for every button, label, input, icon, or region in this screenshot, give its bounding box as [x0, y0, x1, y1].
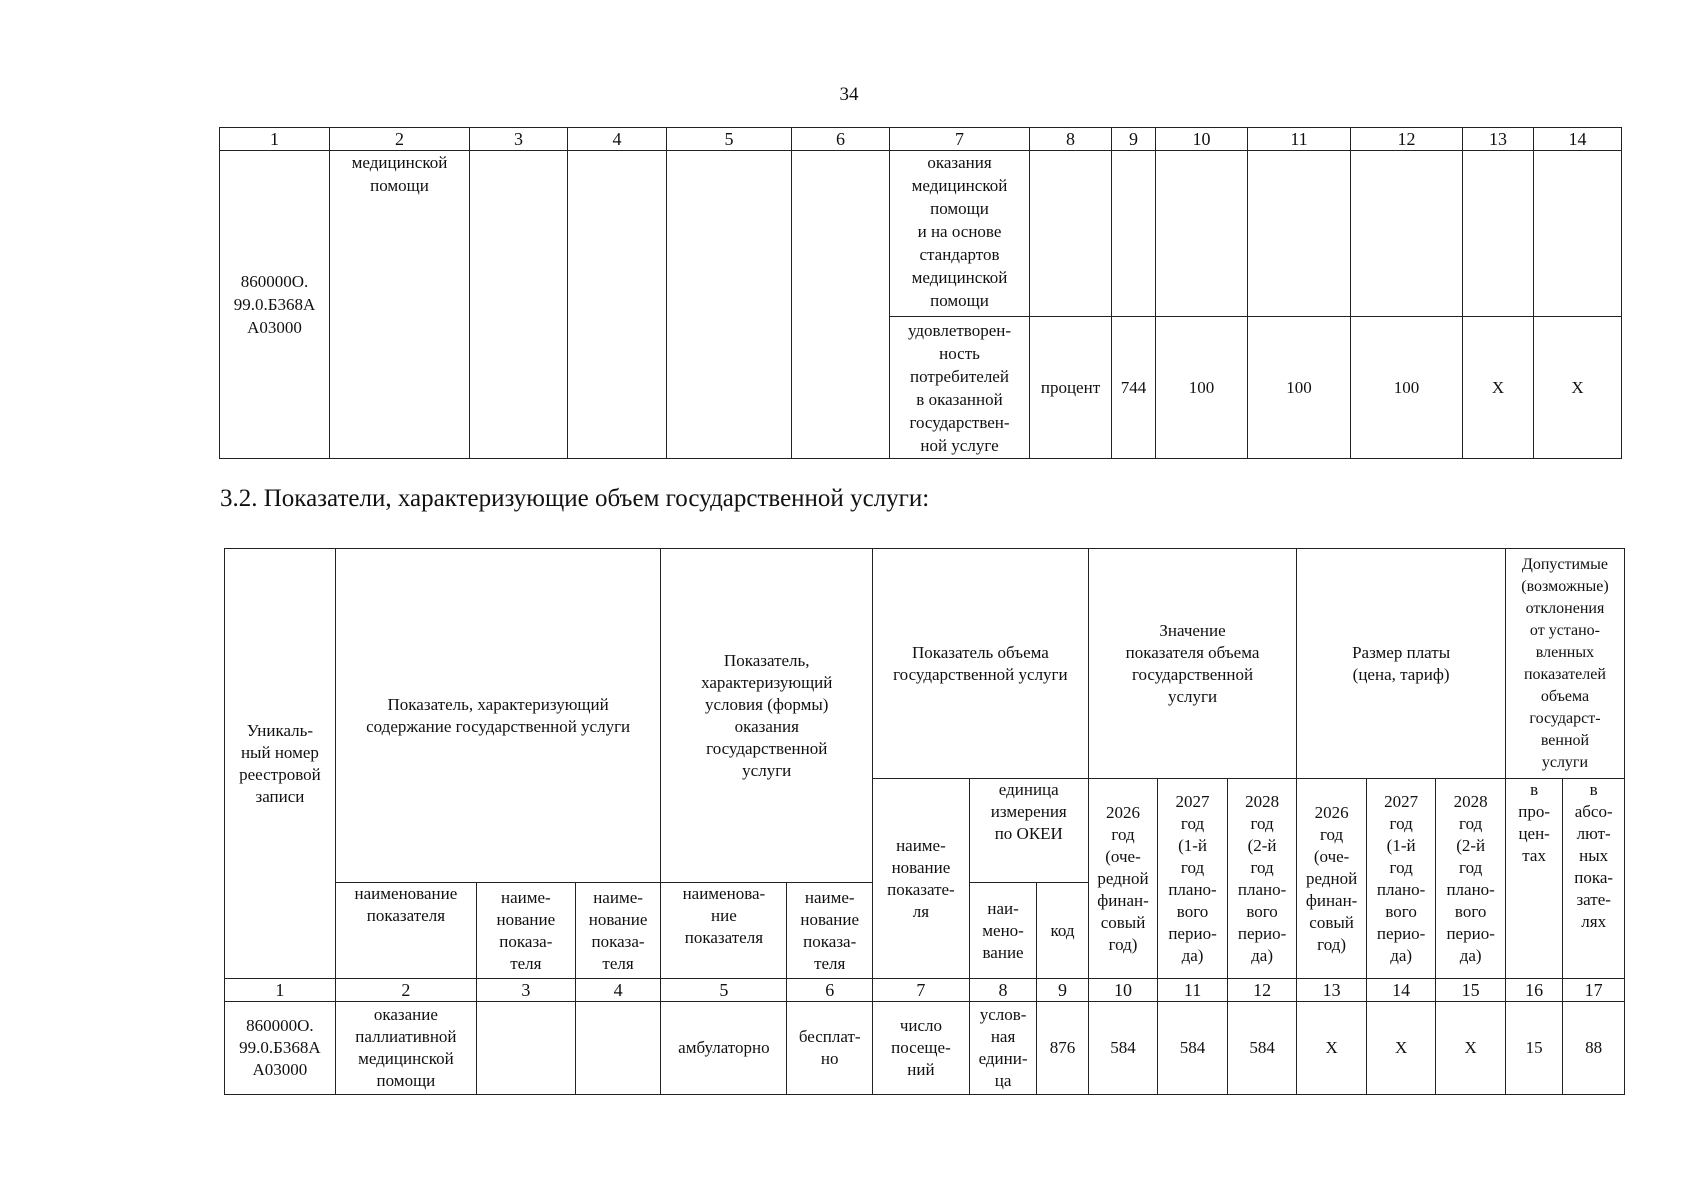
empty-cell	[1463, 151, 1534, 317]
content-indicator-cell: медицинской помощи	[330, 151, 470, 459]
fee-2028-cell: X	[1436, 1002, 1506, 1095]
empty-cell	[476, 1002, 575, 1095]
volume-indicators-table	[224, 548, 1625, 1095]
column-number: 6	[787, 979, 873, 1002]
column-number: 14	[1366, 979, 1436, 1002]
column-number: 7	[890, 128, 1030, 151]
registry-header: Уникаль- ный номер реестровой записи	[225, 549, 336, 979]
condition-cell: бесплат- но	[787, 1002, 873, 1095]
column-number: 10	[1088, 979, 1158, 1002]
section-heading: 3.2. Показатели, характеризующие объем государственной услуги:	[220, 485, 930, 512]
column-number: 8	[969, 979, 1037, 1002]
unit-cell: процент	[1030, 317, 1112, 459]
value-2028-header: 2028 год (2-й год плано- вого перио- да)	[1227, 779, 1297, 979]
registry-number-cell: 860000О. 99.0.Б368А А03000	[225, 1002, 336, 1095]
empty-cell	[1534, 151, 1622, 317]
deviation-percent-cell: X	[1463, 317, 1534, 459]
volume-name-cell: число посеще- ний	[873, 1002, 970, 1095]
fee-2026-cell: X	[1297, 1002, 1367, 1095]
column-number: 16	[1505, 979, 1562, 1002]
value-2027-cell: 100	[1248, 317, 1351, 459]
value-2026-header: 2026 год (оче- редной финан- совый год)	[1088, 779, 1158, 979]
column-number: 9	[1037, 979, 1088, 1002]
unit-name-cell: услов- ная едини- ца	[969, 1002, 1037, 1095]
unit-code-cell: 876	[1037, 1002, 1088, 1095]
deviation-absolute-header: в абсо- лют- ных пока- зате- лях	[1563, 779, 1625, 979]
unit-name-header: наи- мено- вание	[969, 883, 1037, 979]
table-row	[225, 1002, 1625, 1095]
volume-name-header: наиме- нование показате- ля	[873, 779, 970, 979]
column-number: 2	[330, 128, 470, 151]
column-number: 3	[470, 128, 568, 151]
content-name-header: наименование показателя	[335, 883, 476, 979]
column-number-row	[225, 979, 1625, 1002]
content-group-header: Показатель, характеризующий содержание государственной услуги	[335, 549, 661, 883]
empty-cell	[1351, 151, 1463, 317]
column-number: 5	[661, 979, 787, 1002]
fee-2028-header: 2028 год (2-й год плано- вого перио- да)	[1436, 779, 1506, 979]
code-cell: 744	[1112, 317, 1156, 459]
value-group-header: Значение показателя объема государственной услуги	[1088, 549, 1297, 779]
header-row	[225, 549, 1625, 779]
unit-code-header: код	[1037, 883, 1088, 979]
column-number: 14	[1534, 128, 1622, 151]
empty-cell	[1112, 151, 1156, 317]
column-number: 2	[335, 979, 476, 1002]
column-number-row	[220, 128, 1622, 151]
column-number: 13	[1463, 128, 1534, 151]
empty-cell	[470, 151, 568, 459]
column-number: 1	[225, 979, 336, 1002]
empty-cell	[792, 151, 890, 459]
value-2027-header: 2027 год (1-й год плано- вого перио- да)	[1158, 779, 1228, 979]
column-number: 7	[873, 979, 970, 1002]
empty-cell	[1030, 151, 1112, 317]
condition-name-header: наиме- нование показа- теля	[787, 883, 873, 979]
column-number: 4	[575, 979, 661, 1002]
deviation-group-header: Допустимые (возможные) отклонения от устано- вленных показателей объема государст- венной услуги	[1505, 549, 1624, 779]
column-number: 15	[1436, 979, 1506, 1002]
column-number: 17	[1563, 979, 1625, 1002]
column-number: 11	[1248, 128, 1351, 151]
deviation-absolute-cell: X	[1534, 317, 1622, 459]
value-2028-cell: 584	[1227, 1002, 1297, 1095]
unit-okei-header: единица измерения по ОКЕИ	[969, 779, 1088, 883]
column-number: 9	[1112, 128, 1156, 151]
value-2026-cell: 584	[1088, 1002, 1158, 1095]
deviation-absolute-cell: 88	[1563, 1002, 1625, 1095]
column-number: 5	[667, 128, 792, 151]
condition-name-header: наименова- ние показателя	[661, 883, 787, 979]
content-name-header: наиме- нование показа- теля	[575, 883, 661, 979]
conditions-group-header: Показатель, характеризующий условия (формы) оказания государственной услуги	[661, 549, 873, 883]
column-number: 4	[568, 128, 667, 151]
value-2027-cell: 584	[1158, 1002, 1228, 1095]
deviation-percent-cell: 15	[1505, 1002, 1562, 1095]
volume-group-header: Показатель объема государственной услуги	[873, 549, 1089, 779]
fee-2027-header: 2027 год (1-й год плано- вого перио- да)	[1366, 779, 1436, 979]
empty-cell	[575, 1002, 661, 1095]
empty-cell	[667, 151, 792, 459]
column-number: 12	[1351, 128, 1463, 151]
column-number: 11	[1158, 979, 1228, 1002]
empty-cell	[1248, 151, 1351, 317]
fee-2026-header: 2026 год (оче- редной финан- совый год)	[1297, 779, 1367, 979]
empty-cell	[1156, 151, 1248, 317]
page-number: 34	[839, 84, 859, 105]
content-indicator-cell: оказание паллиативной медицинской помощи	[335, 1002, 476, 1095]
deviation-percent-header: в про- цен- тах	[1505, 779, 1562, 979]
column-number: 8	[1030, 128, 1112, 151]
empty-cell	[568, 151, 667, 459]
content-name-header: наиме- нование показа- теля	[476, 883, 575, 979]
column-number: 3	[476, 979, 575, 1002]
column-number: 13	[1297, 979, 1367, 1002]
value-2026-cell: 100	[1156, 317, 1248, 459]
quality-indicator-name: оказания медицинской помощи и на основе стандартов медицинской помощи	[890, 151, 1030, 317]
column-number: 1	[220, 128, 330, 151]
quality-indicator-name: удовлетворен- ность потребителей в оказанной государствен- ной услуге	[890, 317, 1030, 459]
column-number: 10	[1156, 128, 1248, 151]
table-row	[220, 151, 1622, 317]
registry-number-cell: 860000О. 99.0.Б368А А03000	[220, 151, 330, 459]
quality-indicators-table	[219, 127, 1622, 459]
fee-2027-cell: X	[1366, 1002, 1436, 1095]
condition-cell: амбулаторно	[661, 1002, 787, 1095]
column-number: 6	[792, 128, 890, 151]
fee-group-header: Размер платы (цена, тариф)	[1297, 549, 1506, 779]
value-2028-cell: 100	[1351, 317, 1463, 459]
column-number: 12	[1227, 979, 1297, 1002]
